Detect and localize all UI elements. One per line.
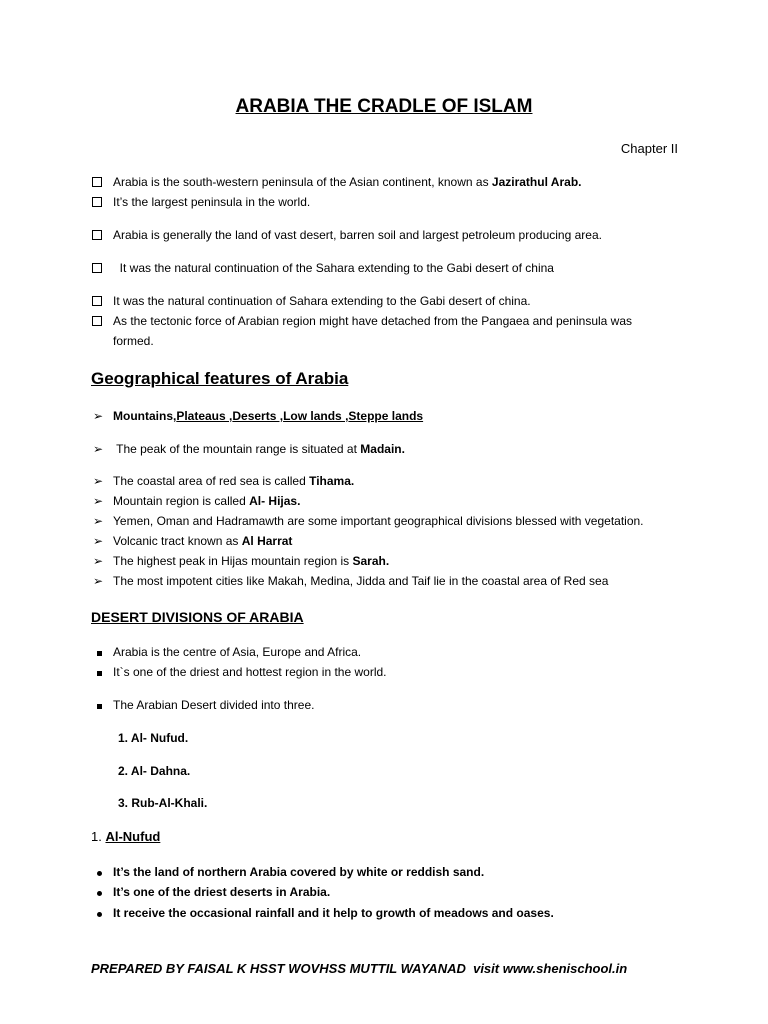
item-text: Deserts , [232, 409, 284, 423]
item-text: It was the natural continuation of the Sahara extending to the Gabi desert of china [113, 261, 554, 275]
item-text: It’s the land of northern Arabia covered by white or reddish sand. [113, 865, 485, 879]
item-text: The coastal area of red sea is called [113, 474, 310, 488]
numbered-item: 1. Al- Nufud. [118, 731, 189, 745]
arrow-bullet-icon: ➢ [92, 554, 104, 568]
page-footer: PREPARED BY FAISAL K HSST WOVHSS MUTTIL WAYANAD visit www.shenischool.in [91, 961, 628, 976]
square-bullet-icon [91, 642, 105, 662]
item-text: Arabia is the centre of Asia, Europe and Africa. [113, 645, 362, 659]
square-bullet-icon [91, 662, 105, 682]
section-heading-desert: DESERT DIVISIONS OF ARABIA [91, 609, 304, 625]
checkbox-icon [92, 230, 102, 240]
arrow-bullet-icon: ➢ [92, 474, 104, 488]
item-text: Arabia is the south-western peninsula of the Asian continent, known as [113, 175, 492, 189]
item-bold-text: Madain. [360, 442, 405, 456]
item-bold-text: Al- Hijas. [249, 494, 301, 508]
checkbox-icon [92, 197, 102, 207]
square-bullet-icon [91, 695, 105, 715]
item-text: Mountain region is called [113, 494, 250, 508]
item-text: Plateaus , [176, 409, 233, 423]
arrow-bullet-icon: ➢ [92, 442, 104, 456]
item-bold-text: Tihama. [309, 474, 355, 488]
item-text: Mountains, [113, 409, 177, 423]
round-bullet-icon [91, 903, 105, 923]
item-text: The highest peak in Hijas mountain region is [113, 554, 353, 568]
item-text: formed. [113, 334, 154, 348]
section-heading-nufud [91, 827, 160, 847]
item-text: It’s one of the driest deserts in Arabia. [113, 885, 331, 899]
item-text: It receive the occasional rainfall and it help to growth of meadows and oases. [113, 906, 554, 920]
item-text: It was the natural continuation of Sahara extending to the Gabi desert of china. [113, 294, 531, 308]
item-text: The most impotent cities like Makah, Medina, Jidda and Taif lie in the coastal area of Red sea [113, 574, 609, 588]
item-text: The peak of the mountain range is situated at [113, 442, 361, 456]
arrow-bullet-icon: ➢ [92, 534, 104, 548]
checkbox-icon [92, 316, 102, 326]
item-text: Steppe lands [348, 409, 424, 423]
checkbox-icon [92, 296, 102, 306]
heading-text: Al-Nufud [105, 829, 161, 844]
checkbox-icon [92, 263, 102, 273]
numbered-item: 2. Al- Dahna. [118, 764, 191, 778]
item-bold-text: Al Harrat [241, 534, 293, 548]
item-bold-text: Sarah. [352, 554, 390, 568]
chapter-label: Chapter II [620, 141, 678, 156]
arrow-bullet-icon: ➢ [92, 409, 104, 423]
section-heading-geo: Geographical features of Arabia [91, 369, 349, 388]
arrow-bullet-icon: ➢ [92, 574, 104, 588]
arrow-bullet-icon: ➢ [92, 494, 104, 508]
round-bullet-icon [91, 862, 105, 882]
item-text: Yemen, Oman and Hadramawth are some important geographical divisions blessed with vegetation. [113, 514, 644, 528]
numbered-item: 3. Rub-Al-Khali. [118, 796, 208, 810]
item-text: Low lands , [283, 409, 349, 423]
item-text: Volcanic tract known as [113, 534, 242, 548]
round-bullet-icon [91, 882, 105, 902]
item-bold-text: Jazirathul Arab. [491, 175, 582, 189]
page-title: ARABIA THE CRADLE OF ISLAM [235, 96, 533, 117]
checkbox-icon [92, 177, 102, 187]
item-text: It`s one of the driest and hottest region in the world. [113, 665, 387, 679]
item-text: The Arabian Desert divided into three. [113, 698, 315, 712]
arrow-bullet-icon: ➢ [92, 514, 104, 528]
heading-number: 1. [91, 829, 106, 844]
item-text: It’s the largest peninsula in the world. [113, 195, 311, 209]
item-text: Arabia is generally the land of vast desert, barren soil and largest petroleum producing area. [113, 228, 602, 242]
item-text: As the tectonic force of Arabian region might have detached from the Pangaea and peninsula was [113, 314, 632, 328]
